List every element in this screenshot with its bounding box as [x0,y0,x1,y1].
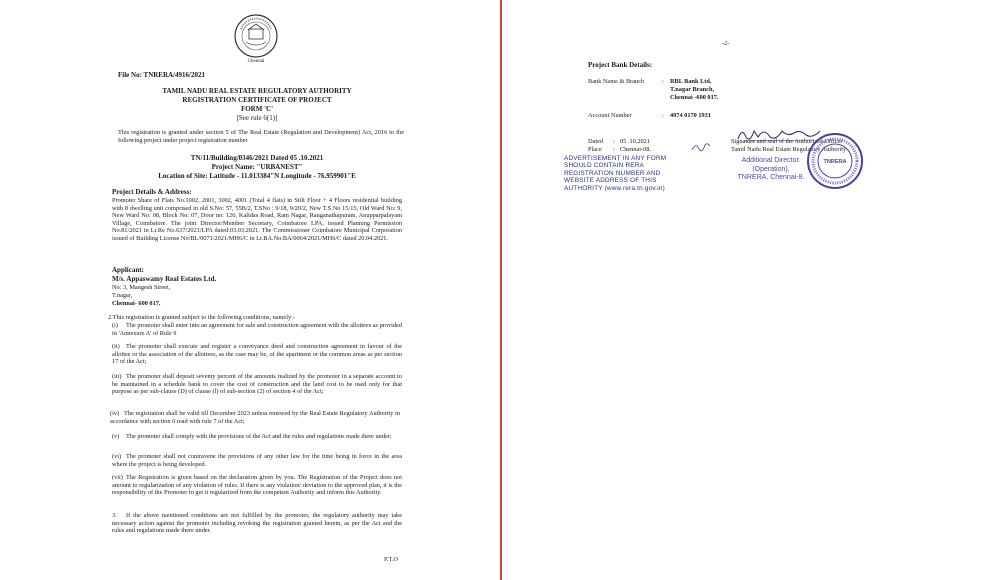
condition-text: If the above mentioned conditions are not fulfilled by the promoter, the regulatory authority may take necessary action against the promoter including revoking the registration granted herein, as per the Act and the rules and regulations made there under. [112,512,402,535]
condition-text: The promoter shall comply with the provisions of the Act and the rules and regulations made there under; [126,433,392,440]
condition-item [112,453,402,468]
account-number-label: Account Number [588,112,632,119]
condition-text: The promoter shall not contravene the provisions of any other law for the time being in force in the area where the project is being developed. [112,453,402,468]
bank-name-label: Bank Name & Branch [588,78,645,85]
condition-item [110,410,400,425]
authority-seal [806,132,864,190]
authority-title: TAMIL NADU REAL ESTATE REGULATORY AUTHORITY [162,87,352,95]
rera-emblem-logo [232,12,280,60]
applicant-name: M/s. Appaswamy Real Estates Ltd. [112,275,217,283]
condition-item [112,373,402,396]
applicant-address-line1: No: 3, Mangesh Street, [112,284,171,291]
file-number: File No: TNRERA/4916/2021 [118,71,205,79]
condition-text: The promoter shall enter into an agreement for sale and construction agreement with the allottees as provided in 'Annexure A' of Rule 9 [112,322,402,337]
condition-item [112,433,402,441]
intro-text: This registration is granted under section 5 of The Real Estate (Regulation and Development) Act, 2016 to the following project under project registration number [118,129,404,144]
condition-text: The Registration is given based on the declaration given by you. The Registration of the Project does not amount to regularization of any violation of rules. If there is any violation/ deviation to the approved plan, it is the responsibility of the Promoter to get it regularized from the competent Authority and inform this Authority. [112,474,402,497]
officer-designation-stamp [730,157,812,183]
condition-item [112,322,402,337]
applicant-heading: Applicant: [112,266,144,274]
condition-text: The promoter shall execute and register a conveyance deed and construction agreement in favour of the allottee or the association of the allottees, as the case may be, of the apartment or the common areas as per section 17 of the Act; [112,343,402,366]
stamp-line: REGISTRATION NUMBER AND [564,169,661,177]
form-title: FORM 'C' [240,105,274,113]
stamp-line: SHOULD CONTAIN RERA [564,162,645,170]
seal-text: TNRERA [823,159,847,165]
place-label: Place [588,146,602,153]
emblem-city: Chennai [247,59,265,64]
stamp-line: ADVERTISEMENT IN ANY FORM [564,155,667,162]
bank-branch-value: T.nagar Branch, [670,86,715,93]
condition-item [112,512,402,535]
certificate-page-2 [502,0,1000,580]
condition-number: (v) [112,433,120,440]
place-value: Chennai-08. [620,146,651,153]
applicant-address-line3: Chennai- 600 017. [112,300,161,307]
officer-office: TNRERA, Chennai-8. [737,174,805,182]
signature-caption-line1: Signature and seal of the Authorized Officer [731,138,843,145]
page-number: -2- [722,40,730,47]
pto-marker: P.T.O [384,556,398,563]
certificate-title: REGISTRATION CERTIFICATE OF PROJECT [182,96,332,104]
account-colon: : [662,112,664,119]
dated-label: Dated [588,138,604,145]
condition-item [112,474,402,497]
condition-item [112,343,402,366]
condition-number: (ii) [112,343,120,350]
project-name: Project Name: "URBANEST" [211,163,303,171]
conditions-intro: 2.This registration is granted subject to the following conditions, namely:- [108,314,295,321]
initial-scribble-icon [690,140,712,154]
condition-text: The registration shall be valid till December 2023 unless renewed by the Real Estate Regulatory Authority in accordance with section 6 read with rule 7 of the Act; [110,410,400,425]
condition-number: 3. [112,512,117,519]
officer-division: (Operation), [752,165,790,173]
account-number-value: 4074 0170 1931 [670,112,711,119]
dated-colon: : [613,138,615,145]
dated-value: 05 .10.2021 [620,138,650,145]
registration-number: TN/11/Building/0346/2021 Dated 05 .10.2021 [190,154,324,162]
bank-colon: : [662,78,664,85]
condition-number: (i) [112,322,118,329]
bank-details-heading: Project Bank Details: [588,61,653,69]
condition-number: (iv) [110,410,120,417]
stamp-line: AUTHORITY (www.rera.tn.gov.in) [564,184,665,192]
project-details-text: Promoter Share of Flats No.1002, 2001, 3002, 4001 (Total 4 flats) in Stilt Floor + 4 Floors residential building with 8 dwelling unit comprised in old S.No: 57, 55B/2, T.SNo : 9/18, 9/20/2, New T.S.No 15/15, Old Ward No: 9, New Ward No: 08, Block No: 07, Door no: 126, Kalidas Road, Ram Nagar, Ranganathapuram, Anupparpalayam Village, Coimbatore. The joint Director/Member Secretary, Coimbatore LPA, issued Planning Permission No.81/2021 in Lr.Re No.637/2021/LPA dated:03.03.2021. The Commissioner Coimbatore Municipal Corporation issued of Building License No:BL/0071/2021/MH6/C in Lr.BA.No.BA/0064/2021/MH6/C dated 20.04.2021. [112,197,402,242]
rule-reference: [See rule 6(1)] [236,114,278,122]
condition-number: (vi) [112,453,122,460]
condition-number: (vii) [112,474,123,481]
signature-caption-line2: Tamil Nadu Real Estate Regulatory Authority [731,146,847,153]
bank-name-value: RBL Bank Ltd, [670,78,712,85]
advertisement-stamp [564,155,666,192]
applicant-address-line2: T.nagar, [112,292,133,299]
condition-text: The promoter shall deposit seventy percent of the amounts realized by the promoter in a separate account to be maintained in a schedule bank to cover the cost of construction and the land cost to be used only for that purpose as per sub-clause (D) of clause (l) of sub-section (2) of section 4 of the Act; [112,373,402,396]
condition-number: (iii) [112,373,122,380]
officer-title: Additional Director. [741,157,801,164]
site-location: Location of Site: Latitude - 11.013384"N Longitude - 76.959901"E [158,172,356,180]
stamp-line: WEBSITE ADDRESS OF THIS [564,177,657,185]
place-colon: : [613,146,615,153]
bank-city-value: Chennai -600 017. [670,94,719,101]
project-details-heading: Project Details & Address: [112,188,192,196]
